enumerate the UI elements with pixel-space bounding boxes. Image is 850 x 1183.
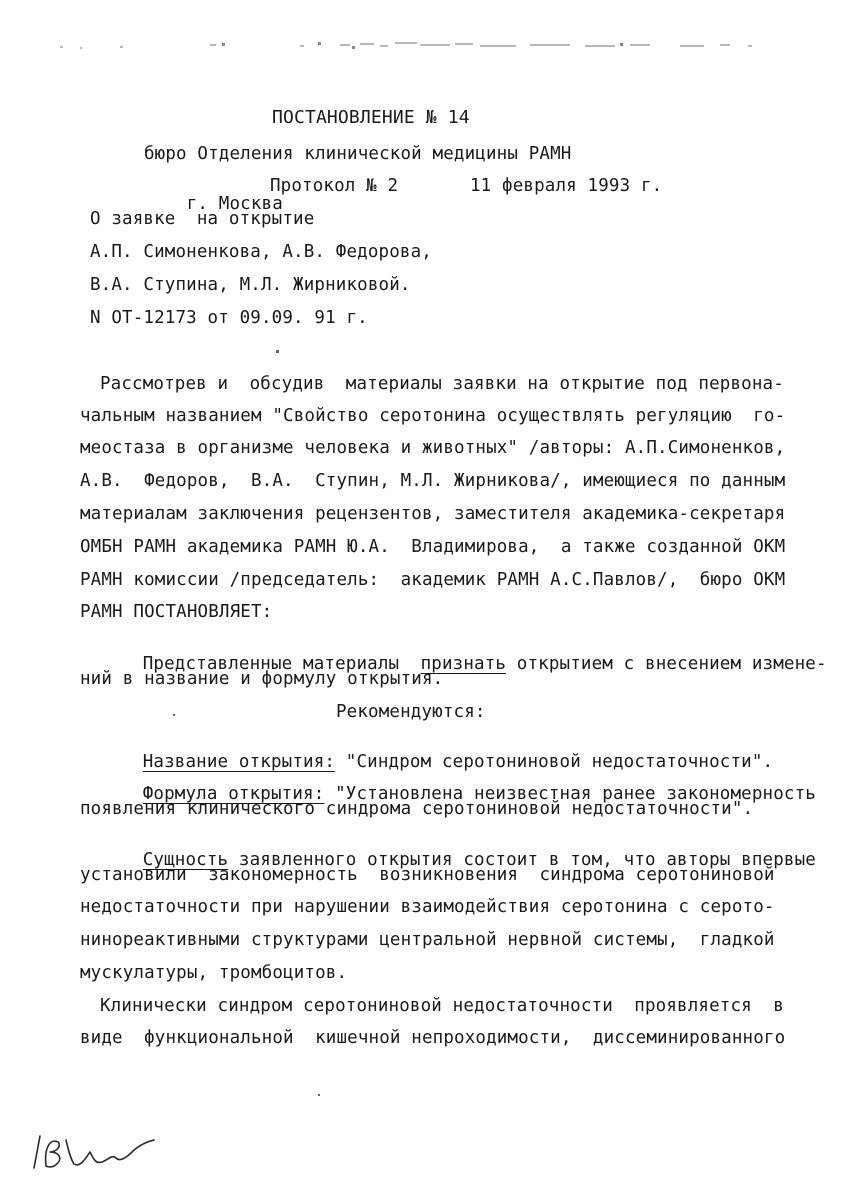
handwritten-signature — [28, 1128, 178, 1173]
document-title: ПОСТАНОВЛЕНИЕ № 14 — [272, 107, 470, 128]
underlined-word: признать — [420, 653, 507, 674]
paragraph-line: меостаза в организме человека и животных" /авторы: А.П.Симоненков, — [80, 438, 786, 458]
field-label: Формула открытия: — [142, 783, 325, 804]
subject-line: А.П. Симоненкова, А.В. Федорова, — [90, 242, 432, 262]
text-run: Представленные материалы — [142, 653, 421, 674]
text-run: открытием с внесением измене- — [506, 653, 827, 674]
paragraph-line: РАМН ПОСТАНОВЛЯЕТ: — [80, 602, 273, 622]
city: г. Москва — [186, 193, 283, 214]
field-value: "Синдром серотониновой недостаточности". — [335, 751, 774, 772]
paragraph-line: виде функциональной кишечной непроходимости, диссеминированного — [80, 1028, 786, 1048]
field-value: "Установлена неизвестная ранее закономерность — [324, 783, 816, 804]
paragraph-line: мускулатуры, тромбоцитов. — [80, 963, 348, 983]
protocol-number: Протокол № 2 — [270, 176, 399, 196]
paragraph-line: установили закономерность возникновения синдрома серотониновой — [80, 865, 775, 885]
paragraph-line: Клинически синдром серотониновой недостаточности проявляется в — [100, 996, 784, 1016]
issuing-body: бюро Отделения клинической медицины РАМН — [144, 144, 572, 164]
field-label: Название открытия: — [142, 751, 336, 772]
paragraph-line: появления клинического синдрома серотониновой недостаточности". — [80, 799, 754, 819]
paragraph-line: нинореактивными структурами центральной нервной системы, гладкой — [80, 930, 775, 950]
paragraph-line: Рассмотрев и обсудив материалы заявки на открытие под первона- — [100, 374, 784, 394]
document-date: 11 февраля 1993 г. — [470, 176, 663, 196]
field-label: Сущность — [142, 849, 229, 870]
paragraph-line: ний в название и формулу открытия. — [80, 669, 444, 689]
paragraph-line: А.В. Федоров, В.А. Ступин, М.Л. Жирникова/, имеющиеся по данным — [80, 471, 786, 491]
paragraph-line: ОМБН РАМН академика РАМН Ю.А. Владимирова, а также созданной ОКМ — [80, 537, 786, 557]
section-heading: Рекомендуются: — [336, 702, 486, 722]
paragraph-line: РАМН комиссии /председатель: академик РАМН А.С.Павлов/, бюро ОКМ — [80, 570, 786, 590]
field-value: заявленного открытия состоит в том, что авторы впервые — [228, 849, 816, 870]
subject-line: О заявке на открытие — [90, 209, 315, 229]
scan-noise-top — [0, 0, 850, 60]
paragraph-line: недостаточности при нарушении взаимодействия серотонина с серото- — [80, 897, 775, 917]
subject-line: В.А. Ступина, М.Л. Жирниковой. — [90, 275, 411, 295]
paragraph-line: чальным названием "Свойство серотонина осуществлять регуляцию го- — [80, 406, 786, 426]
paragraph-line: материалам заключения рецензентов, заместителя академика-секретаря — [80, 504, 786, 524]
subject-line: N ОТ-12173 от 09.09. 91 г. — [90, 308, 368, 328]
